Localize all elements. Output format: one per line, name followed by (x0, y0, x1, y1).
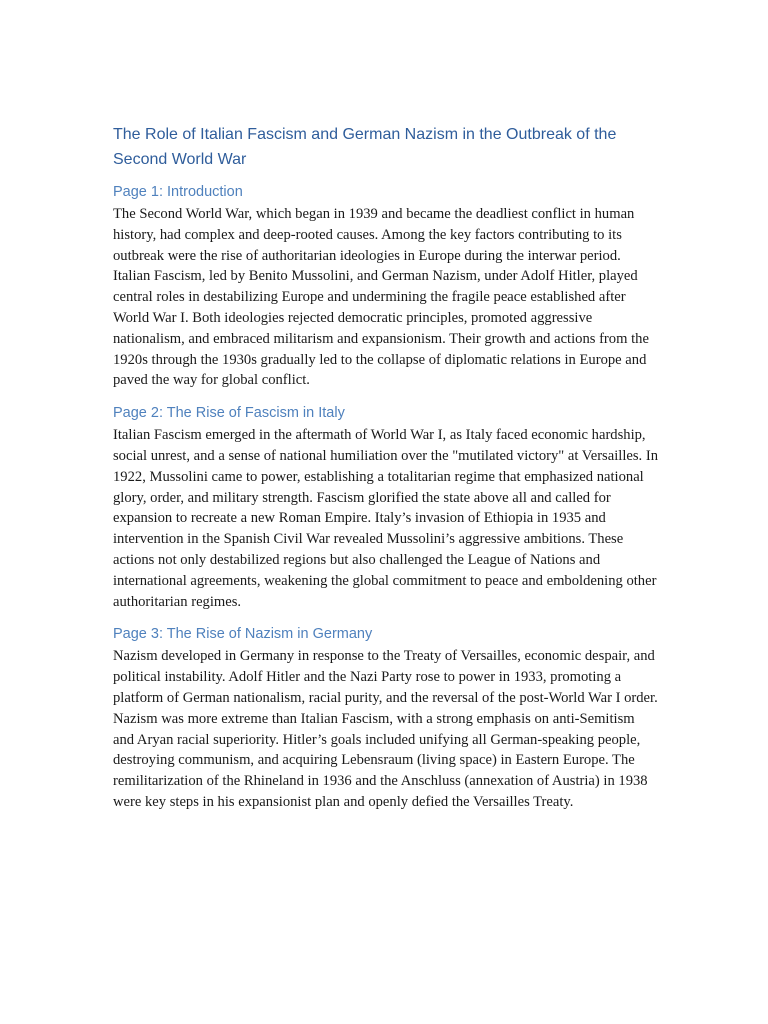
document-title: The Role of Italian Fascism and German Nazism in the Outbreak of the Second World War (113, 126, 617, 168)
section-heading: Page 2: The Rise of Fascism in Italy (113, 405, 345, 422)
section-paragraph: Italian Fascism emerged in the aftermath of World War I, as Italy faced economic hardship, social unrest, and a sense of national humiliation over the "mutilated victory" at Versailles. In 1922, Mussolini came to power, establishing a totalitarian regime that emphasized national glory, order, and military strength. Fascism glorified the state above all and called for expansion to recreate a new Roman Empire. Italy’s invasion of Ethiopia in 1935 and intervention in the Spanish Civil War revealed Mussolini’s aggressive ambitions. These actions not only destabilized regions but also challenged the League of Nations and international agreements, weakening the global commitment to peace and emboldening other authoritarian regimes. (113, 427, 658, 610)
section-introduction (113, 182, 658, 391)
section-paragraph: Nazism developed in Germany in response to the Treaty of Versailles, economic despair, and political instability. Adolf Hitler and the Nazi Party rose to power in 1933, promoting a platform of German nationalism, racial purity, and the reversal of the post-World War I order. Nazism was more extreme than Italian Fascism, with a strong emphasis on anti-Semitism and Aryan racial superiority. Hitler’s goals included unifying all German-speaking people, destroying communism, and acquiring Lebensraum (living space) in Eastern Europe. The remilitarization of the Rhineland in 1936 and the Anschluss (annexation of Austria) in 1938 were key steps in his expansionist plan and openly defied the Versailles Treaty. (113, 648, 658, 810)
section-nazism-in-germany (113, 624, 658, 812)
section-heading: Page 1: Introduction (113, 184, 243, 200)
section-paragraph: The Second World War, which began in 1939 and became the deadliest conflict in human history, had complex and deep-rooted causes. Among the key factors contributing to its outbreak were the rise of authoritarian ideologies in Europe during the interwar period. Italian Fascism, led by Benito Mussolini, and German Nazism, under Adolf Hitler, played central roles in destabilizing Europe and undermining the fragile peace established after World War I. Both ideologies rejected democratic principles, promoted aggressive nationalism, and embraced militarism and expansionism. Their growth and actions from the 1920s through the 1930s gradually led to the collapse of diplomatic relations in Europe and paved the way for global conflict. (113, 206, 649, 389)
section-fascism-in-italy (113, 403, 658, 612)
document-page (113, 122, 658, 825)
section-heading: Page 3: The Rise of Nazism in Germany (113, 626, 373, 643)
